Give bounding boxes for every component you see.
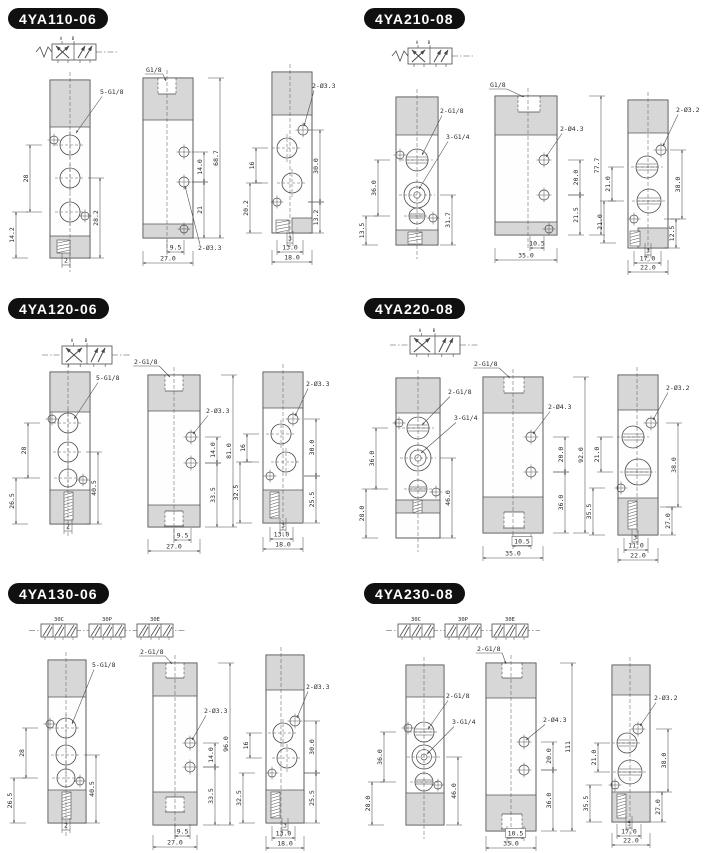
valve-cap — [48, 660, 86, 697]
callout-label: 2-G1/8 — [140, 648, 164, 656]
dimension-text: 28.0 — [363, 795, 372, 812]
dimension-text: 22.0 — [640, 263, 656, 272]
dimension-text: 14.0 — [195, 159, 204, 175]
valve-end-view — [585, 367, 690, 563]
symbol-position-label: 30E — [505, 617, 515, 623]
dimension-text: 3 — [633, 533, 637, 542]
dimension-text: 21.5 — [571, 207, 580, 223]
section-4ya110-06 — [8, 36, 336, 272]
valve-end-view — [596, 92, 700, 275]
valve-front-view — [6, 652, 116, 837]
valve-end-view — [582, 657, 678, 848]
pneumatic-symbol — [29, 617, 185, 640]
callout-label: 2-Ø3.2 — [654, 694, 678, 702]
symbol-port-label: B — [84, 338, 88, 343]
dimension-text: 38.0 — [673, 176, 682, 193]
dimension-text: 28 — [21, 174, 30, 183]
port-notch — [518, 96, 540, 112]
dimension-text: 14.0 — [206, 747, 215, 763]
symbol-position-label: 30P — [102, 617, 112, 623]
pneumatic-symbol — [390, 328, 478, 357]
valve-side-view — [139, 648, 234, 850]
valve-cap — [406, 793, 444, 825]
dimension-text: 16 — [241, 741, 250, 750]
dimension-text: 36.0 — [367, 450, 376, 467]
callout-label: 2-G1/8 — [440, 107, 464, 115]
dimension-text: 27.0 — [663, 513, 672, 529]
valve-end-view — [232, 364, 330, 552]
dimension-text: 38.0 — [669, 457, 678, 473]
dimension-text: 28.2 — [91, 210, 100, 226]
symbol-port-label: A — [70, 338, 74, 343]
dimension-text: 27.0 — [167, 838, 183, 847]
dimension-text: 13.0 — [273, 530, 290, 539]
dimension-text: 9.5 — [176, 531, 189, 540]
section-4ya130-06 — [6, 617, 330, 851]
dimension-text: 10.5 — [529, 239, 545, 248]
callout-label: 2-Ø4.3 — [548, 403, 572, 411]
port-notch — [502, 663, 522, 678]
callout-label: 3-G1/4 — [446, 133, 470, 141]
dimension-text: 68.7 — [211, 150, 220, 166]
callout-label: 2-G1/8 — [474, 360, 498, 368]
symbol-port-label: A — [415, 40, 419, 45]
port-notch — [504, 377, 524, 393]
callout-label: 2-G1/8 — [448, 388, 472, 396]
dimension-text: 17.0 — [639, 254, 656, 263]
dimension-text: 21.0 — [589, 749, 598, 766]
dimension-text: 36.0 — [544, 792, 553, 809]
dimension-text: 14.2 — [7, 227, 16, 243]
dimension-text: 18.0 — [284, 253, 300, 262]
valve-front-view — [364, 657, 476, 839]
dimension-text: 21.0 — [592, 446, 601, 463]
dimension-text: 20.0 — [556, 446, 565, 463]
symbol-position-label: 30C — [54, 617, 64, 623]
valve-cap — [143, 224, 193, 238]
dimension-text: 3 — [627, 819, 631, 828]
symbol-port-label: A — [418, 328, 422, 333]
spring-return-icon — [392, 51, 408, 61]
callout-label: 2-Ø3.3 — [204, 707, 228, 715]
callout-label: G1/8 — [146, 66, 162, 74]
dimension-text: 25.5 — [307, 790, 316, 806]
callout-label: 2-Ø4.3 — [543, 716, 567, 724]
dimension-text: 3 — [646, 246, 650, 255]
dimension-text: 21.0 — [603, 176, 612, 192]
dimension-text: 18.0 — [277, 839, 293, 848]
dimension-text: 30.0 — [307, 739, 316, 755]
symbol-position-label: 30C — [411, 617, 421, 623]
pneumatic-symbol — [386, 617, 540, 640]
dimension-text: 36.0 — [369, 180, 378, 196]
valve-front-view — [358, 370, 478, 552]
dimension-text: 46.0 — [449, 783, 458, 799]
callout-label: G1/8 — [490, 81, 506, 89]
callout-label: 2-Ø4.3 — [560, 125, 584, 133]
callout-label: 3-G1/4 — [454, 414, 478, 422]
valve-cap — [612, 665, 650, 695]
dimension-text: 33.5 — [206, 788, 215, 804]
valve-side-view — [473, 360, 589, 561]
callout-label: 5-G1/8 — [100, 88, 124, 96]
dimension-text: 35.5 — [584, 503, 593, 520]
valve-side-view — [489, 81, 605, 263]
callout-label: 2-G1/8 — [134, 358, 158, 366]
dimension-text: 31.7 — [443, 212, 452, 228]
dimension-text: 22.0 — [623, 836, 639, 845]
valve-end-view — [235, 647, 330, 851]
dimension-text: 13.5 — [357, 222, 366, 239]
dimension-text: 35.0 — [518, 251, 534, 260]
dimension-text: 3 — [283, 821, 287, 830]
section-4ya220-08 — [358, 328, 690, 563]
callout-label: 2-Ø3.3 — [206, 407, 230, 415]
dimension-text: 16 — [238, 444, 247, 452]
callout-label: 5-G1/8 — [92, 661, 116, 669]
valve-cap — [292, 218, 312, 233]
dimension-text: 38.0 — [659, 752, 668, 769]
dimension-text: 22.0 — [630, 551, 646, 560]
callout-label: 2-Ø3.2 — [676, 106, 700, 114]
dimension-text: 2 — [66, 522, 70, 531]
symbol-port-label: B — [71, 36, 75, 41]
valve-cap — [263, 490, 303, 523]
dimension-text: 33.5 — [208, 487, 217, 503]
valve-cap — [618, 375, 658, 410]
valve-end-view — [242, 64, 336, 265]
valve-cap — [272, 72, 312, 115]
dimension-text: 18.0 — [275, 540, 291, 549]
valve-cap — [406, 665, 444, 697]
valve-side-view — [133, 358, 237, 554]
dimension-text: 28 — [19, 446, 28, 455]
callout-label: 2-Ø3.2 — [666, 384, 690, 392]
callout-label: 5-G1/8 — [96, 374, 120, 382]
dimension-text: 36.0 — [375, 749, 384, 765]
dimension-text: 35.0 — [505, 549, 521, 558]
valve-cap — [50, 372, 90, 412]
dimension-text: 92.0 — [576, 447, 585, 463]
dimension-text: 10.5 — [507, 829, 524, 838]
symbol-position-label: 30E — [150, 617, 160, 623]
valve-front-view — [8, 364, 120, 538]
dimension-text: 14.0 — [208, 442, 217, 458]
dimension-text: 111 — [563, 741, 572, 753]
dimension-text: 2 — [64, 821, 68, 830]
dimension-text: 36.0 — [556, 494, 565, 511]
dimension-text: 27.0 — [160, 254, 176, 263]
dimension-text: 13.0 — [282, 243, 298, 252]
callout-label: 2-G1/8 — [446, 692, 470, 700]
dimension-text: 9.5 — [169, 243, 182, 252]
callout-label: 2-G1/8 — [477, 645, 501, 653]
callout-label: 2-Ø3.3 — [198, 244, 222, 252]
valve-front-view — [358, 89, 470, 259]
section-4ya230-08 — [364, 617, 678, 851]
dimension-text: 2 — [64, 256, 68, 265]
dimension-text: 30.0 — [311, 158, 320, 174]
dimension-text: 16 — [247, 161, 256, 170]
dimension-text: 12.5 — [667, 225, 676, 242]
model-badge: 4YA220-08 — [364, 298, 465, 319]
section-4ya210-08 — [358, 40, 700, 275]
model-badge: 4YA230-08 — [364, 583, 465, 604]
valve-cap — [638, 228, 668, 248]
callout-label: 2-Ø3.3 — [312, 82, 336, 90]
dimension-text: 28 — [17, 749, 26, 757]
dimension-text: 11.0 — [628, 541, 644, 550]
dimension-text: 3 — [281, 521, 285, 530]
callout-label: 2-Ø3.3 — [306, 380, 330, 388]
dimension-text: 20.2 — [241, 200, 250, 216]
port-notch — [504, 512, 524, 528]
model-badge: 4YA120-06 — [8, 298, 109, 319]
valve-side-view — [476, 645, 576, 851]
symbol-port-label: B — [427, 40, 431, 45]
dimension-text: 26.5 — [7, 493, 16, 509]
dimension-text: 35.0 — [503, 839, 519, 848]
dimension-text: 46.0 — [443, 490, 452, 506]
pneumatic-symbol — [42, 338, 130, 367]
dimension-text: 77.7 — [592, 157, 601, 174]
pneumatic-symbol — [36, 36, 118, 63]
dimension-text: 21 — [195, 206, 204, 214]
dimension-text: 32.5 — [231, 484, 240, 501]
dimension-text: 3 — [288, 234, 292, 243]
dimension-text: 13.0 — [275, 829, 292, 838]
dimension-text: 27.0 — [166, 542, 182, 551]
dimension-text: 21.0 — [595, 214, 604, 230]
valve-side-view — [143, 66, 224, 266]
dimension-text: 96.0 — [221, 736, 230, 752]
dimension-text: 35.5 — [581, 795, 590, 812]
spring-return-icon — [36, 47, 52, 57]
dimension-text: 81.0 — [224, 443, 233, 459]
dimension-text: 30.0 — [307, 439, 316, 456]
model-badge: 4YA210-08 — [364, 8, 465, 29]
callout-label: 3-G1/4 — [452, 718, 476, 726]
dimension-text: 40.5 — [87, 781, 96, 797]
dimension-text: 20.0 — [571, 169, 580, 186]
dimension-text: 20.0 — [544, 748, 553, 764]
pneumatic-symbol — [392, 40, 474, 67]
dimension-text: 26.5 — [5, 792, 14, 809]
dimension-text: 28.0 — [357, 505, 366, 522]
dimension-text: 32.5 — [234, 790, 243, 806]
exhaust-slot — [617, 794, 626, 818]
valve-cap — [266, 655, 304, 690]
dimension-text: 9.5 — [176, 827, 189, 836]
dimension-text: 13.2 — [311, 209, 320, 226]
valve-front-view — [8, 72, 124, 272]
callout-label: 2-Ø3.3 — [306, 683, 330, 691]
dimension-text: 17.0 — [621, 827, 637, 836]
symbol-position-label: 30P — [458, 617, 468, 623]
valve-cap — [618, 498, 658, 535]
dimension-text: 40.5 — [89, 480, 98, 496]
section-4ya120-06 — [8, 338, 330, 554]
dimension-text: 27.0 — [653, 799, 662, 815]
symbol-port-label: A — [59, 36, 63, 41]
symbol-port-label: B — [432, 328, 436, 333]
model-badge: 4YA130-06 — [8, 583, 109, 604]
port-notch — [502, 814, 522, 829]
dimension-text: 25.5 — [307, 491, 316, 508]
dimension-text: 10.5 — [514, 537, 530, 546]
model-badge: 4YA110-06 — [8, 8, 108, 29]
